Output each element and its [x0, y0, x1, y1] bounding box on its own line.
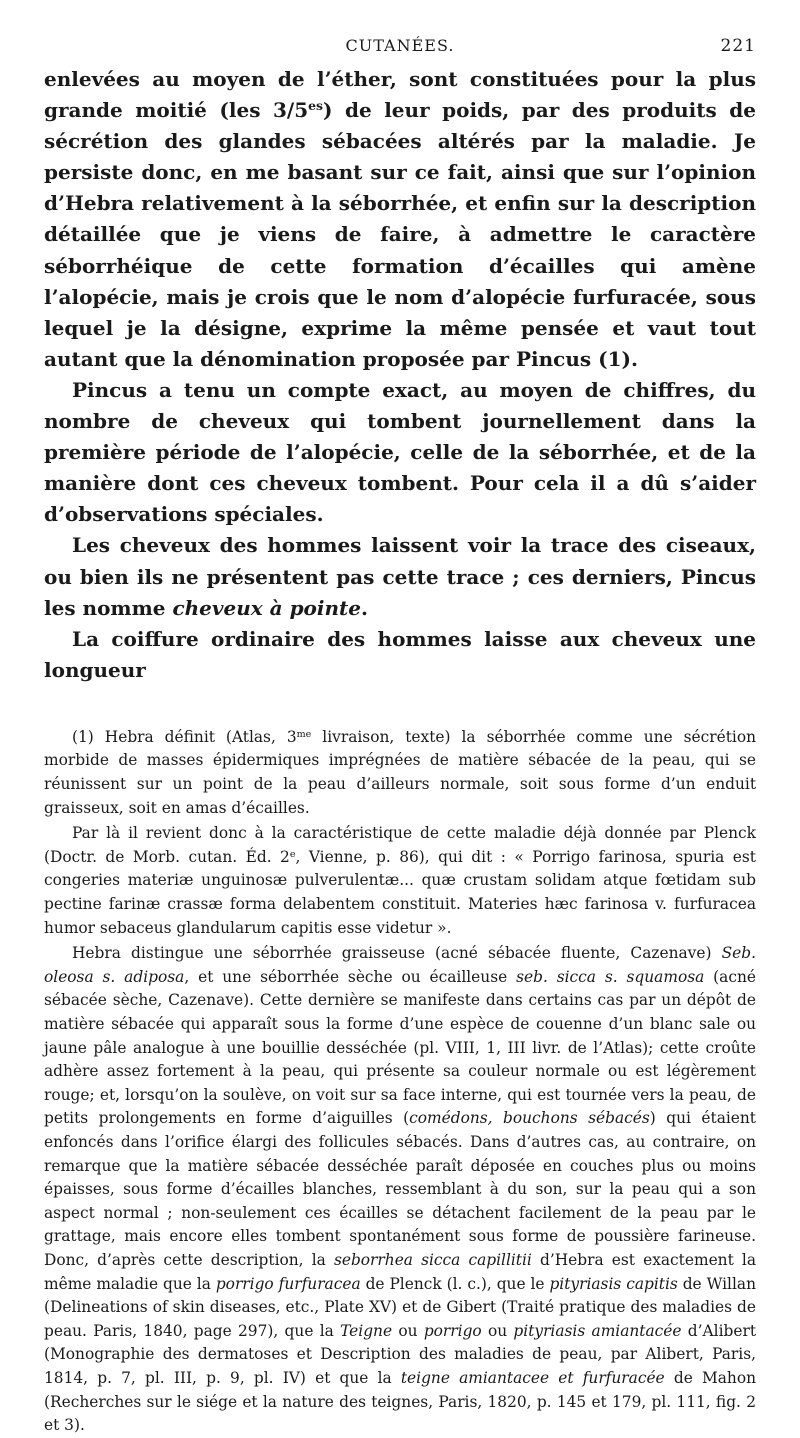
footnote-paragraph: Hebra distingue une séborrhée graisseuse (acné sébacée fluente, Cazenave) Seb. oleosa s. adiposa, et une séborrhée sèche ou écailleuse seb. sicca s. squamosa (acné sébacée sèche, Cazenave). Cette dernière se manifeste dans certains cas par un dépôt de matière sébacée qui apparaît sous la forme d’une espèce de couenne d’un blanc sale ou jaune pâle analogue à une bouillie desséchée (pl. VIII, 1, III livr. de l’Atlas); cette croûte adhère assez fortement à la peau, qui présente sa couleur normale ou est légèrement rouge; et, lorsqu’on la soulève, on voit sur sa face interne, qui est tournée vers la peau, de petits prolongements en forme d’aiguilles (comédons, bouchons sébacés) qui étaient enfoncés dans l’orifice élargi des follicules sébacés. Dans d’autres cas, au contraire, on remarque que la matière sébacée desséchée paraît déposée en couches plus ou moins épaisses, sous forme d’écailles blanches, ressemblant à du son, sur la peau qui a son aspect normal ; non-seulement ces écailles se détachent facilement de la peau par le grattage, mais encore elles tombent spontanément sous forme de poussière farineuse. Donc, d’après cette description, la seborrhea sicca capillitii d’Hebra est exactement la même maladie que la porrigo furfuracea de Plenck (l. c.), que le pityriasis capitis de Willan (Delineations of skin diseases, etc., Plate XV) et de Gibert (Traité pratique des maladies de peau. Paris, 1840, page 297), que la Teigne ou porrigo ou pityriasis amiantacée d’Alibert (Monographie des dermatoses et Description des maladies de peau, par Alibert, Paris, 1814, p. 7, pl. III, p. 9, pl. IV) et que la teigne amiantacee et furfuracée de Mahon (Recherches sur le siége et la nature des teignes, Paris, 1820, p. 145 et 179, pl. 111, fig. 2 et 3). [44, 944, 757, 1435]
running-head-title: CUTANÉES. [345, 36, 455, 55]
main-text [44, 64, 756, 686]
body-paragraph: enlevées au moyen de l’éther, sont constituées pour la plus grande moitié (les $3/5^{es}$) de leur poids, par des produits de sécrétion des glandes sébacées altérés par la maladie. Je persiste donc, en me basant sur ce fait, ainsi que sur l’opinion d’Hebra relativement à la séborrhée, et enfin sur la description détaillée que je viens de faire, à admettre le caractère séborrhéique de cette formation d’écailles qui amène l’alopécie, mais je crois que le nom d’alopécie furfuracée, sous lequel je la désigne, exprime la même pensée et vaut tout autant que la dénomination proposée par Pincus (1). [44, 67, 756, 371]
footnotes [44, 726, 756, 1438]
body-paragraph: Les cheveux des hommes laissent voir la trace des ciseaux, ou bien ils ne présentent pas cette trace ; ces derniers, Pincus les nomme cheveux à pointe. [44, 533, 756, 620]
body-paragraph: Pincus a tenu un compte exact, au moyen de chiffres, du nombre de cheveux qui tombent journellement dans la première période de l’alopécie, celle de la séborrhée, et de la manière dont ces cheveux tombent. Pour cela il a dû s’aider d’observations spéciales. [44, 377, 756, 527]
body-paragraph: La coiffure ordinaire des hommes laisse aux cheveux une longueur [44, 626, 756, 682]
running-head [44, 30, 756, 60]
page-number: 221 [720, 36, 756, 56]
book-page [44, 30, 756, 1438]
footnote-paragraph: (1) Hebra définit (Atlas, $3^{me}$ livraison, texte) la séborrhée comme une sécrétion morbide de masses épidermiques imprégnées de matière sébacée de la peau, qui se réunissent sur un point de la peau d’ailleurs normale, soit sous forme d’un enduit graisseux, soit en amas d’écailles. [44, 727, 756, 817]
footnote-paragraph: Par là il revient donc à la caractéristique de cette maladie déjà donnée par Plenck (Doctr. de Morb. cutan. Éd. 2e, Vienne, p. 86), qui dit : « Porrigo farinosa, spuria est congeries materiæ unguinosæ pulverulentæ... quæ crustam solidam atque fœtidam sub pectine farinæ crassæ forma delabentem constituit. Materies hæc farinosa v. furfuracea humor sebaceus glandularum capitis esse videtur ». [44, 824, 756, 937]
